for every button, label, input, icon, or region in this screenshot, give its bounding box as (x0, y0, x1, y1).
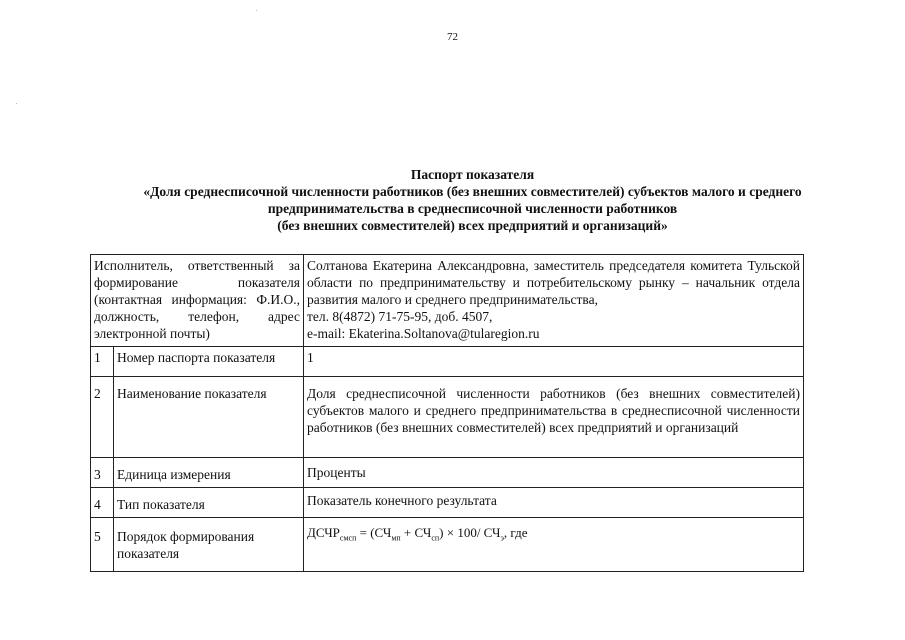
formula-term1-sub: мп (391, 533, 401, 543)
formula-term2-sub: сп (431, 533, 440, 543)
row-value: Проценты (304, 458, 804, 488)
page-number: 72 (447, 31, 458, 43)
heading-line-2: «Доля среднесписочной численности работников (без внешних совместителей) субъектов малого и среднего (143, 184, 802, 199)
passport-table (90, 254, 804, 572)
table-row (91, 488, 804, 518)
table-row (91, 347, 804, 377)
row-label: Тип показателя (114, 488, 304, 518)
formula-open: = (СЧ (356, 525, 392, 540)
row-number: 3 (91, 458, 114, 488)
table-row-executor (91, 255, 804, 347)
row-value: Доля среднесписочной численности работников (без внешних совместителей) субъектов малого и среднего предпринимательства в среднесписочной численности работников (без внешних совместителей) всех предприятий и организаций (304, 377, 804, 458)
row-label: Номер паспорта показателя (114, 347, 304, 377)
formula-lhs: ДСЧР (307, 525, 340, 540)
executor-email: e-mail: Ekaterina.Soltanova@tularegion.ru (307, 326, 540, 341)
row-number: 1 (91, 347, 114, 377)
executor-label: Исполнитель, ответственный за формирование показателя (контактная информация: Ф.И.О., должность, телефон, адрес электронной почты) (91, 255, 304, 347)
executor-value (304, 255, 804, 347)
document-heading (60, 166, 885, 234)
row-number: 2 (91, 377, 114, 458)
formula-lhs-sub: смсп (339, 533, 357, 543)
scan-speck (256, 10, 257, 11)
heading-title: Паспорт показателя (410, 167, 535, 182)
formula-mult: ) × 100/ СЧ (439, 525, 501, 540)
row-label: Наименование показателя (114, 377, 304, 458)
executor-position: Солтанова Екатерина Александровна, заместитель председателя комитета Тульской области по предпринимательству и потребительскому рынку – начальник отдела развития малого и среднего предпринимательства, (307, 258, 800, 307)
formula-cell (304, 518, 804, 572)
table-row (91, 458, 804, 488)
row-number: 5 (91, 518, 114, 572)
formula-term3-sub: э (500, 533, 504, 543)
scan-speck (16, 103, 17, 104)
row-number: 4 (91, 488, 114, 518)
formula-tail: , где (503, 525, 528, 540)
executor-phone: тел. 8(4872) 71-75-95, доб. 4507, (307, 309, 493, 324)
formula-plus: + СЧ (400, 525, 432, 540)
row-value: Показатель конечного результата (304, 488, 804, 518)
table-row (91, 377, 804, 458)
heading-line-3: предпринимательства в среднесписочной численности работников (267, 201, 678, 216)
heading-line-4: (без внешних совместителей) всех предприятий и организаций» (277, 218, 668, 233)
row-label: Порядок формирования показателя (114, 518, 304, 572)
row-value: 1 (304, 347, 804, 377)
row-label: Единица измерения (114, 458, 304, 488)
table-row (91, 518, 804, 572)
